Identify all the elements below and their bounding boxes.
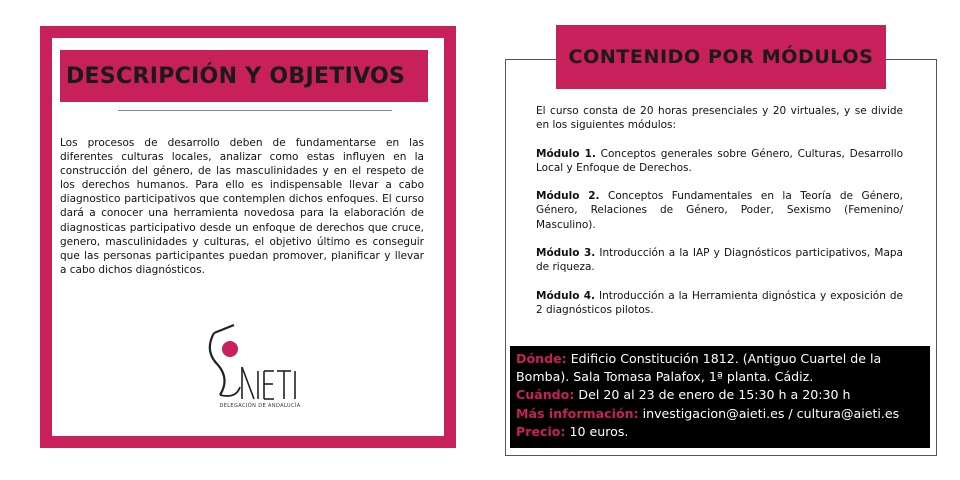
module-label: Módulo 1. [536, 147, 596, 160]
module-item [536, 147, 903, 175]
modules-intro: El curso consta de 20 horas presenciales y 20 virtuales, y se divide en los siguientes módulos: [536, 105, 903, 132]
event-info [516, 350, 928, 441]
description-title: DESCRIPCIÓN Y OBJETIVOS [66, 64, 406, 89]
price-label: Precio: [516, 423, 566, 439]
aieti-logo [200, 321, 320, 417]
modules-content [536, 104, 903, 331]
module-item [536, 189, 903, 232]
modules-title: CONTENIDO POR MÓDULOS [568, 46, 874, 68]
more-info-value: investigacion@aieti.es / cultura@aieti.es [642, 405, 900, 421]
title-divider [118, 110, 392, 111]
where-label: Dónde: [516, 351, 567, 366]
module-text: Introducción a la Herramienta dignóstica y exposición de 2 diagnósticos pilotos. [536, 289, 903, 316]
logo-caption: DELEGACIÓN DE ANDALUCÍA [219, 403, 301, 409]
module-text: Conceptos Fundamentales en la Teoría de Género, Género, Relaciones de Género, Poder, Sexismo (Femenino/ Masculino). [536, 190, 904, 231]
aieti-logo-mark [200, 321, 320, 405]
description-panel-inner [52, 38, 444, 436]
where-value: Edificio Constitución 1812. (Antiguo Cuartel de la Bomba). Sala Tomasa Palafox, 1ª planta. Cádiz. [516, 351, 882, 385]
module-text: Introducción a la IAP y Diagnósticos participativos, Mapa de riqueza. [536, 246, 903, 274]
module-item [536, 289, 903, 317]
modules-title-banner [556, 25, 886, 89]
description-body: Los procesos de desarrollo deben de fundamentarse en las diferentes culturas locales, analizar como estas influyen en la construcción del género, de las masculinidades y en el respeto de los derechos humanos. Para ello es indispensable llevar a cabo diagnostico participativos que contemplen dichos enfoques. El curso dará a conocer una herramienta novedosa para la elaboración de diagnosticas participativo desde un enfoque de derechos que cruce, genero, masculinidades y culturas, el objetivo último es conseguir que las personas participantes puedan promover, planificar y llevar a cabo dichos diagnósticos. [60, 137, 424, 276]
module-label: Módulo 2. [536, 190, 600, 203]
when-label: Cuándo: [516, 387, 575, 403]
module-label: Módulo 4. [536, 289, 596, 302]
module-text: Conceptos generales sobre Género, Culturas, Desarrollo Local y Enfoque de Derechos. [536, 147, 904, 174]
event-info-box [510, 346, 930, 448]
description-title-banner [60, 50, 428, 102]
module-item [536, 246, 903, 274]
description-panel [40, 26, 456, 448]
price-value: 10 euros. [569, 423, 629, 439]
when-value: Del 20 al 23 de enero de 15:30 h a 20:30 h [578, 387, 851, 403]
more-info-label: Más información: [516, 405, 639, 421]
module-label: Módulo 3. [536, 246, 596, 259]
